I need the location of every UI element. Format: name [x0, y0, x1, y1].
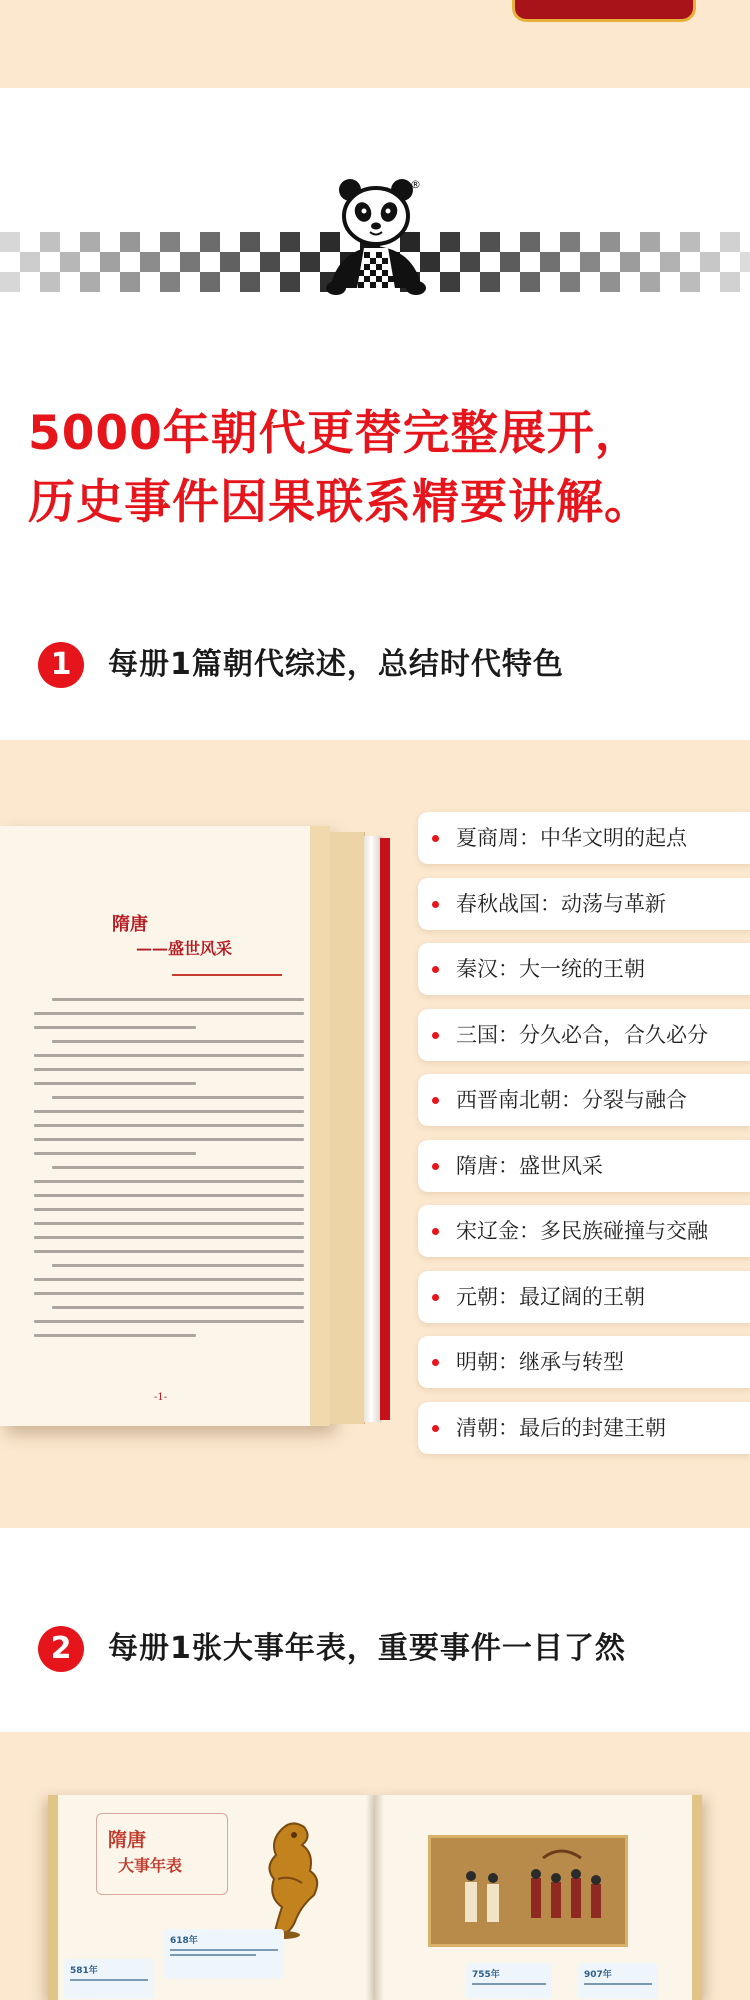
dynasty-label: 秦汉：大一统的王朝: [456, 957, 645, 981]
bullet-dot-icon: [432, 1359, 439, 1366]
dynasty-label: 春秋战国：动荡与革新: [456, 891, 666, 916]
headline-line-1: 5000年朝代更替完整展开，: [28, 406, 643, 461]
bullet-dot-icon: [432, 1163, 439, 1170]
feature-number-badge-2: 2: [38, 1626, 84, 1672]
book-page-border: [310, 826, 330, 1426]
dynasty-list-item: [418, 1205, 750, 1257]
bullet-dot-icon: [432, 1425, 439, 1432]
title-ornament: [172, 974, 282, 976]
event-year: 618年: [170, 1936, 198, 1946]
panda-logo-icon: [318, 176, 434, 298]
dynasty-list-item: [418, 1009, 750, 1061]
book-spine: [366, 1795, 384, 2000]
dynasty-label: 三国：分久必合，合久必分: [456, 1022, 708, 1047]
bullet-dot-icon: [432, 1228, 439, 1235]
dynasty-list-item: [418, 1140, 750, 1192]
dynasty-label: 宋辽金：多民族碰撞与交融: [456, 1219, 708, 1243]
event-year: 907年: [584, 1970, 612, 1980]
dynasty-label: 夏商周：中华文明的起点: [456, 826, 687, 850]
timeline-event-card: [64, 1959, 154, 1999]
dynasty-label: 西晋南北朝：分裂与融合: [456, 1088, 687, 1112]
timeline-event-card: [466, 1963, 552, 1999]
book-decor-border: [330, 832, 365, 1424]
book-timeline-image: [48, 1795, 702, 2000]
event-year: 755年: [472, 1970, 500, 1980]
dynasty-list-item: [418, 878, 750, 930]
headline-line-2: 历史事件因果联系精要讲解。: [28, 475, 652, 530]
book-chapter-title: 隋唐: [112, 914, 148, 935]
bullet-dot-icon: [432, 1294, 439, 1301]
timeline-event-card: [164, 1929, 284, 1979]
bullet-dot-icon: [432, 1097, 439, 1104]
timeline-subtitle: 大事年表: [118, 1856, 183, 1875]
dynasty-list-item: [418, 1271, 750, 1323]
book-overview-image: [0, 826, 392, 1440]
dynasty-label: 明朝：继承与转型: [456, 1350, 624, 1374]
bullet-dot-icon: [432, 901, 439, 908]
book-body-text: [34, 998, 304, 1348]
registered-mark: ®: [410, 178, 421, 191]
top-tab-decoration: [512, 0, 696, 22]
dynasty-list-item: [418, 1402, 750, 1454]
dynasty-label: 隋唐：盛世风采: [456, 1153, 603, 1178]
bullet-dot-icon: [432, 966, 439, 973]
feature-title: 每册1篇朝代综述，总结时代特色: [108, 647, 564, 682]
feature-title-2: 每册1张大事年表，重要事件一目了然: [108, 1631, 626, 1666]
book-chapter-subtitle: ——盛世风采: [136, 939, 233, 958]
bullet-dot-icon: [432, 1032, 439, 1039]
book-cover-edge: [380, 838, 390, 1420]
timeline-title: 隋唐: [108, 1829, 147, 1851]
event-year: 581年: [70, 1966, 98, 1976]
dynasty-list-item: [418, 1074, 750, 1126]
dynasty-label: 元朝：最辽阔的王朝: [456, 1284, 645, 1309]
dynasty-list-item: [418, 1336, 750, 1388]
feature-number-badge: 1: [38, 642, 84, 688]
timeline-event-card: [578, 1963, 658, 1999]
dynasty-list-item: [418, 812, 750, 864]
dynasty-list-item: [418, 943, 750, 995]
book-page-number: -1-: [154, 1392, 168, 1403]
bullet-dot-icon: [432, 835, 439, 842]
painting-image: [428, 1835, 628, 1947]
bronze-statue-icon: [252, 1819, 330, 1939]
dynasty-label: 清朝：最后的封建王朝: [456, 1415, 666, 1440]
